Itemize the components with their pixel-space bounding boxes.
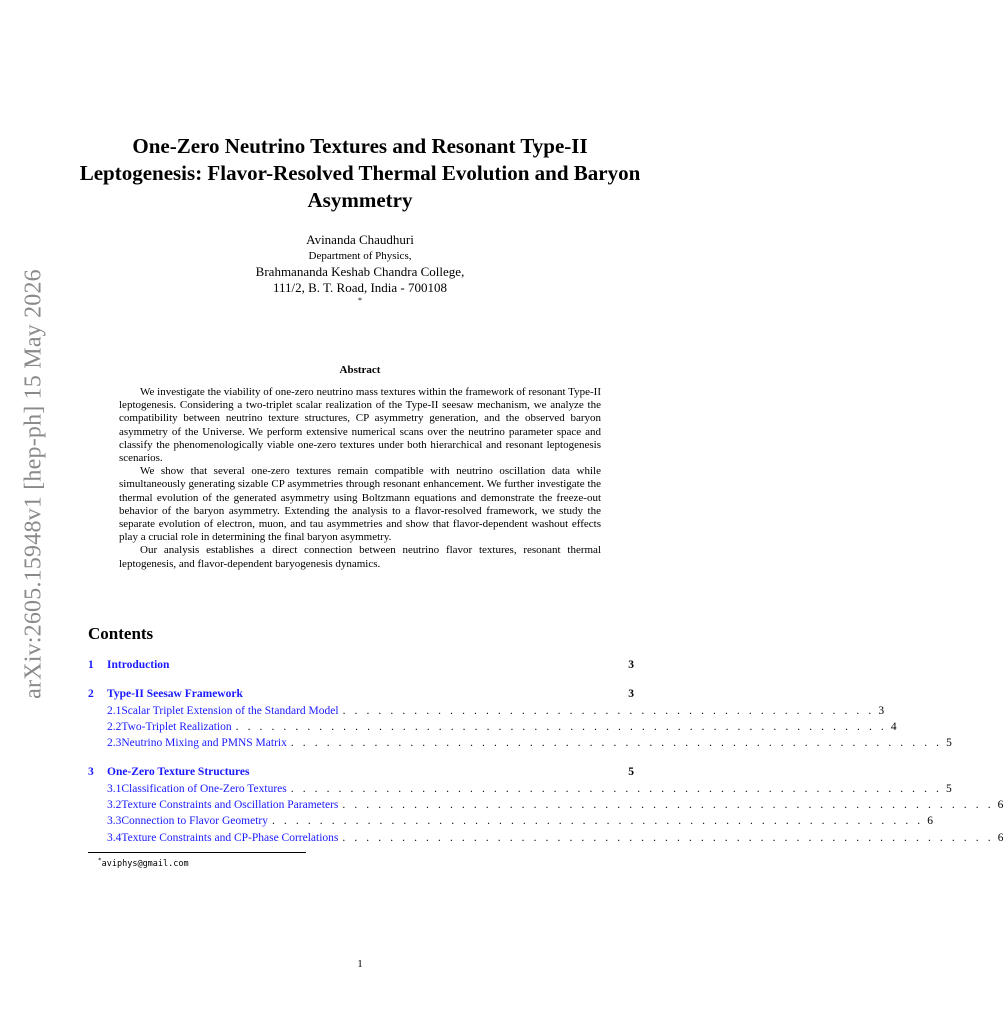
toc-title: Scalar Triplet Extension of the Standard Model — [121, 705, 339, 717]
arxiv-stamp-text: arXiv:2605.15948v1 [hep-ph] 15 May 2026 — [20, 269, 47, 699]
toc-number: 3.2 — [107, 799, 122, 811]
abstract-body — [119, 386, 601, 571]
footnote — [98, 857, 189, 869]
toc-entry-flavor-geometry[interactable] — [88, 814, 934, 829]
toc-number: 3.1 — [107, 783, 122, 795]
author-block — [160, 232, 560, 306]
toc-dot-leader: . . . . . . . . . . . . . . . . . . . . . . . . . . . . . . . . . . . . . . . . . . . . . . . . . . . . . . . — [235, 721, 887, 733]
toc-number: 2.3 — [107, 737, 122, 749]
toc-page: 5 — [946, 783, 952, 795]
author-department: Department of Physics, — [308, 250, 412, 262]
toc-page: 6 — [997, 799, 1003, 811]
abstract-paragraph: We show that several one-zero textures remain compatible with neutrino oscillation data while simultaneously generating sizable CP asymmetries through resonant enhancement. We further investigate the thermal evolution of the generated asymmetry using Boltzmann equations and demonstrate the freeze-out behavior of the baryon asymmetry. Extending the analysis to a flavor-resolved framework, we study the separate evolution of electron, muon, and tau asymmetries and show that flavor-dependent washout effects play a crucial role in determining the final baryon asymmetry. — [119, 465, 601, 544]
toc-number: 3.4 — [107, 832, 122, 844]
toc-number: 2.1 — [107, 705, 122, 717]
toc-number: 1 — [88, 659, 94, 671]
toc-entry-neutrino-mixing[interactable] — [88, 736, 952, 751]
paper-title: One-Zero Neutrino Textures and Resonant Type-II Leptogenesis: Flavor-Resolved Thermal Evolution and Baryon Asymmetry — [79, 134, 641, 212]
author-address: 111/2, B. T. Road, India - 700108 — [272, 280, 448, 295]
toc-entry-one-zero-texture[interactable] — [88, 765, 634, 780]
toc-number: 2 — [88, 688, 94, 700]
toc-page: 6 — [997, 832, 1003, 844]
toc-title: One-Zero Texture Structures — [107, 766, 250, 778]
toc-page: 3 — [878, 705, 885, 717]
toc-title: Texture Constraints and Oscillation Parameters — [121, 799, 339, 811]
toc-number: 2.2 — [107, 721, 122, 733]
toc-title: Neutrino Mixing and PMNS Matrix — [121, 737, 287, 749]
toc-entry-classification[interactable] — [88, 782, 952, 797]
toc-page: 4 — [890, 721, 897, 733]
author-footnote-mark: * — [358, 296, 362, 305]
toc-entry-type-ii-seesaw[interactable] — [88, 687, 634, 702]
toc-title: Two-Triplet Realization — [121, 721, 232, 733]
toc-number: 3 — [88, 766, 94, 778]
toc-dot-leader: . . . . . . . . . . . . . . . . . . . . . . . . . . . . . . . . . . . . . . . . . . . . . . . . . . . . . . . — [290, 737, 943, 749]
toc-page: 3 — [628, 688, 634, 700]
toc-entry-scalar-triplet[interactable] — [88, 704, 885, 719]
page-number: 1 — [357, 958, 363, 970]
toc-entry-two-triplet[interactable] — [88, 720, 897, 735]
toc-entry-texture-constraints[interactable] — [88, 798, 1003, 813]
toc-dot-leader: . . . . . . . . . . . . . . . . . . . . . . . . . . . . . . . . . . . . . . . . . . . . . . . . . . . . . . . — [271, 815, 924, 827]
abstract-paragraph: We investigate the viability of one-zero neutrino mass textures within the framework of resonant Type-II leptogenesis. Considering a two-triplet scalar realization of the Type-II seesaw mechanism, we analyze the compatibility between neutrino texture structures, CP asymmetry generation, and the observed baryon asymmetry of the Universe. We perform extensive numerical scans over the neutrino parameter space and classify the phenomenologically viable one-zero textures under both hierarchical and resonant leptogenesis scenarios. — [119, 386, 601, 465]
abstract-paragraph: Our analysis establishes a direct connection between neutrino flavor textures, resonant thermal leptogenesis, and flavor-dependent baryogenesis dynamics. — [119, 544, 601, 570]
toc-title: Introduction — [107, 659, 170, 671]
toc-page: 3 — [628, 659, 634, 671]
toc-entry-introduction[interactable] — [88, 658, 634, 673]
toc-dot-leader: . . . . . . . . . . . . . . . . . . . . . . . . . . . . . . . . . . . . . . . . . . . . . . . . . . . . . . . — [342, 832, 994, 844]
footnote-email[interactable]: aviphys@gmail.com — [101, 858, 189, 869]
toc-dot-leader: . . . . . . . . . . . . . . . . . . . . . . . . . . . . . . . . . . . . . . . . . . . . . . . . . . . . . . . — [290, 783, 943, 795]
toc-page: 6 — [927, 815, 934, 827]
toc-page: 5 — [628, 766, 634, 778]
author-college: Brahmananda Keshab Chandra College, — [255, 264, 465, 279]
footnote-mark: * — [98, 857, 102, 864]
toc-entry-cp-phase[interactable] — [88, 831, 1003, 846]
arxiv-stamp — [14, 269, 54, 699]
contents-heading: Contents — [88, 624, 154, 643]
toc-dot-leader: . . . . . . . . . . . . . . . . . . . . . . . . . . . . . . . . . . . . . . . . . . . . . . . . . . . . . . . — [342, 799, 994, 811]
toc-title: Connection to Flavor Geometry — [121, 815, 268, 827]
toc-title: Type-II Seesaw Framework — [107, 688, 243, 700]
abstract-heading: Abstract — [339, 364, 381, 376]
toc-dot-leader: . . . . . . . . . . . . . . . . . . . . . . . . . . . . . . . . . . . . . . . . . . . . . — [342, 705, 875, 717]
toc-title: Texture Constraints and CP-Phase Correlations — [121, 832, 339, 844]
toc-title: Classification of One-Zero Textures — [121, 783, 287, 795]
toc-number: 3.3 — [107, 815, 122, 827]
author-name: Avinanda Chaudhuri — [306, 232, 414, 247]
footnote-rule — [88, 852, 306, 853]
toc-page: 5 — [946, 737, 952, 749]
